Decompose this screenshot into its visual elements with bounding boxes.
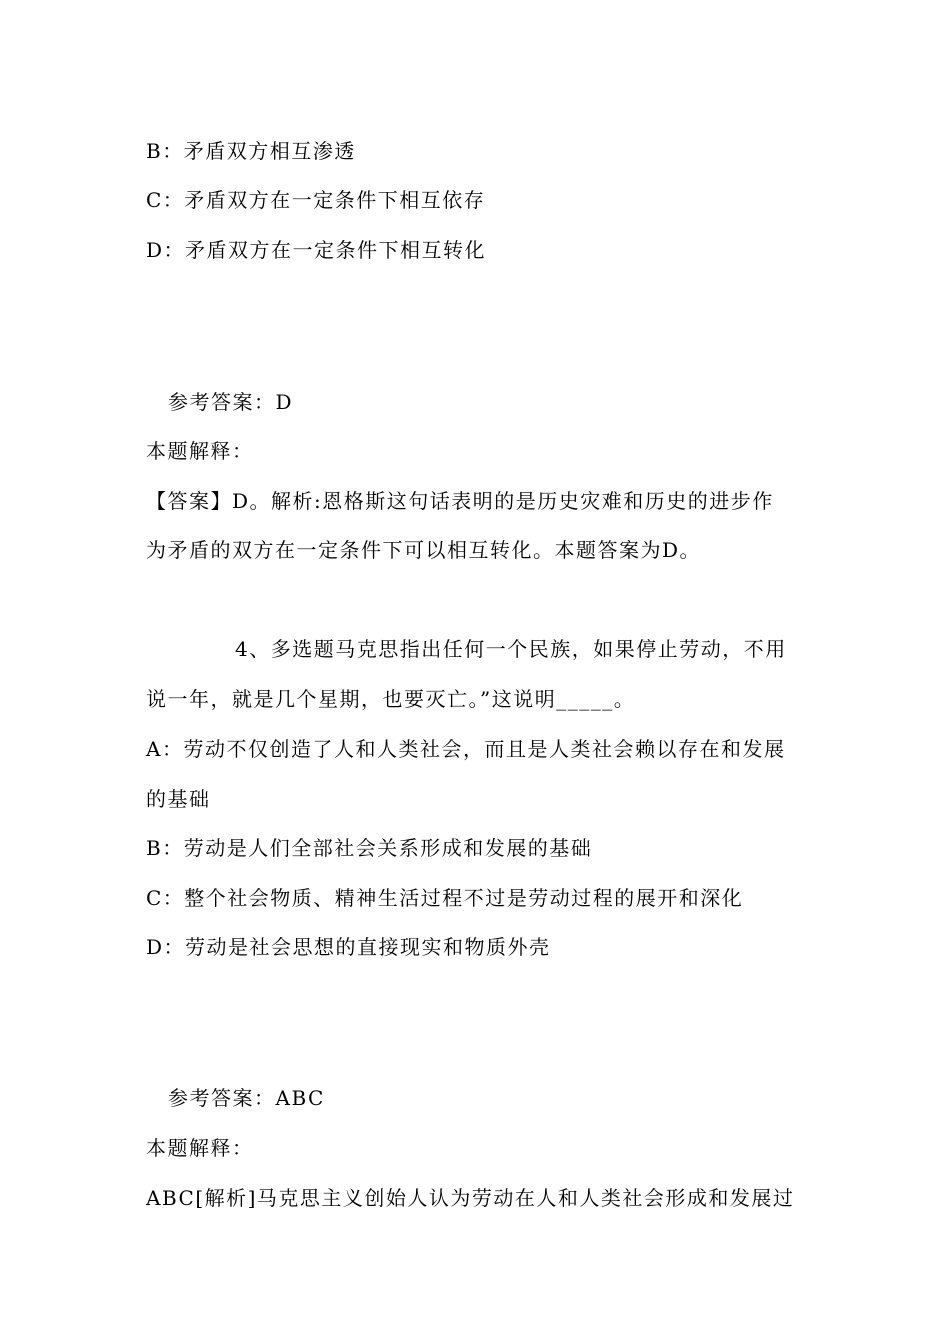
q4-option-d: D：劳动是社会思想的直接现实和物质外壳 xyxy=(146,935,551,959)
q3-option-c: C：矛盾双方在一定条件下相互依存 xyxy=(146,188,486,212)
q3-answer: 参考答案：D xyxy=(168,390,294,414)
q4-explanation-heading: 本题解释： xyxy=(146,1136,254,1160)
q4-option-a-line-1: A：劳动不仅创造了人和人类社会，而且是人类社会赖以存在和发展 xyxy=(146,737,786,761)
q3-option-d: D：矛盾双方在一定条件下相互转化 xyxy=(146,238,487,262)
q3-explanation-line-2: 为矛盾的双方在一定条件下可以相互转化。本题答案为D。 xyxy=(146,538,702,562)
q4-answer: 参考答案：ABC xyxy=(168,1086,325,1110)
q3-explanation-line-1: 【答案】D。解析:恩格斯这句话表明的是历史灾难和历史的进步作 xyxy=(146,489,774,513)
q4-stem-line-1: 4、多选题马克思指出任何一个民族，如果停止劳动，不用 xyxy=(235,637,787,661)
q3-explanation-heading: 本题解释： xyxy=(146,439,254,463)
q4-stem-line-2: 说一年，就是几个星期，也要灭亡。”这说明_____。 xyxy=(146,687,636,711)
q4-option-b: B：劳动是人们全部社会关系形成和发展的基础 xyxy=(146,836,593,860)
q3-option-b: B：矛盾双方相互渗透 xyxy=(146,139,356,163)
q4-explanation-line-1: ABC[解析]马克思主义创始人认为劳动在人和人类社会形成和发展过 xyxy=(146,1186,795,1210)
q4-option-c: C：整个社会物质、精神生活过程不过是劳动过程的展开和深化 xyxy=(146,886,744,910)
q4-option-a-line-2: 的基础 xyxy=(146,787,211,811)
